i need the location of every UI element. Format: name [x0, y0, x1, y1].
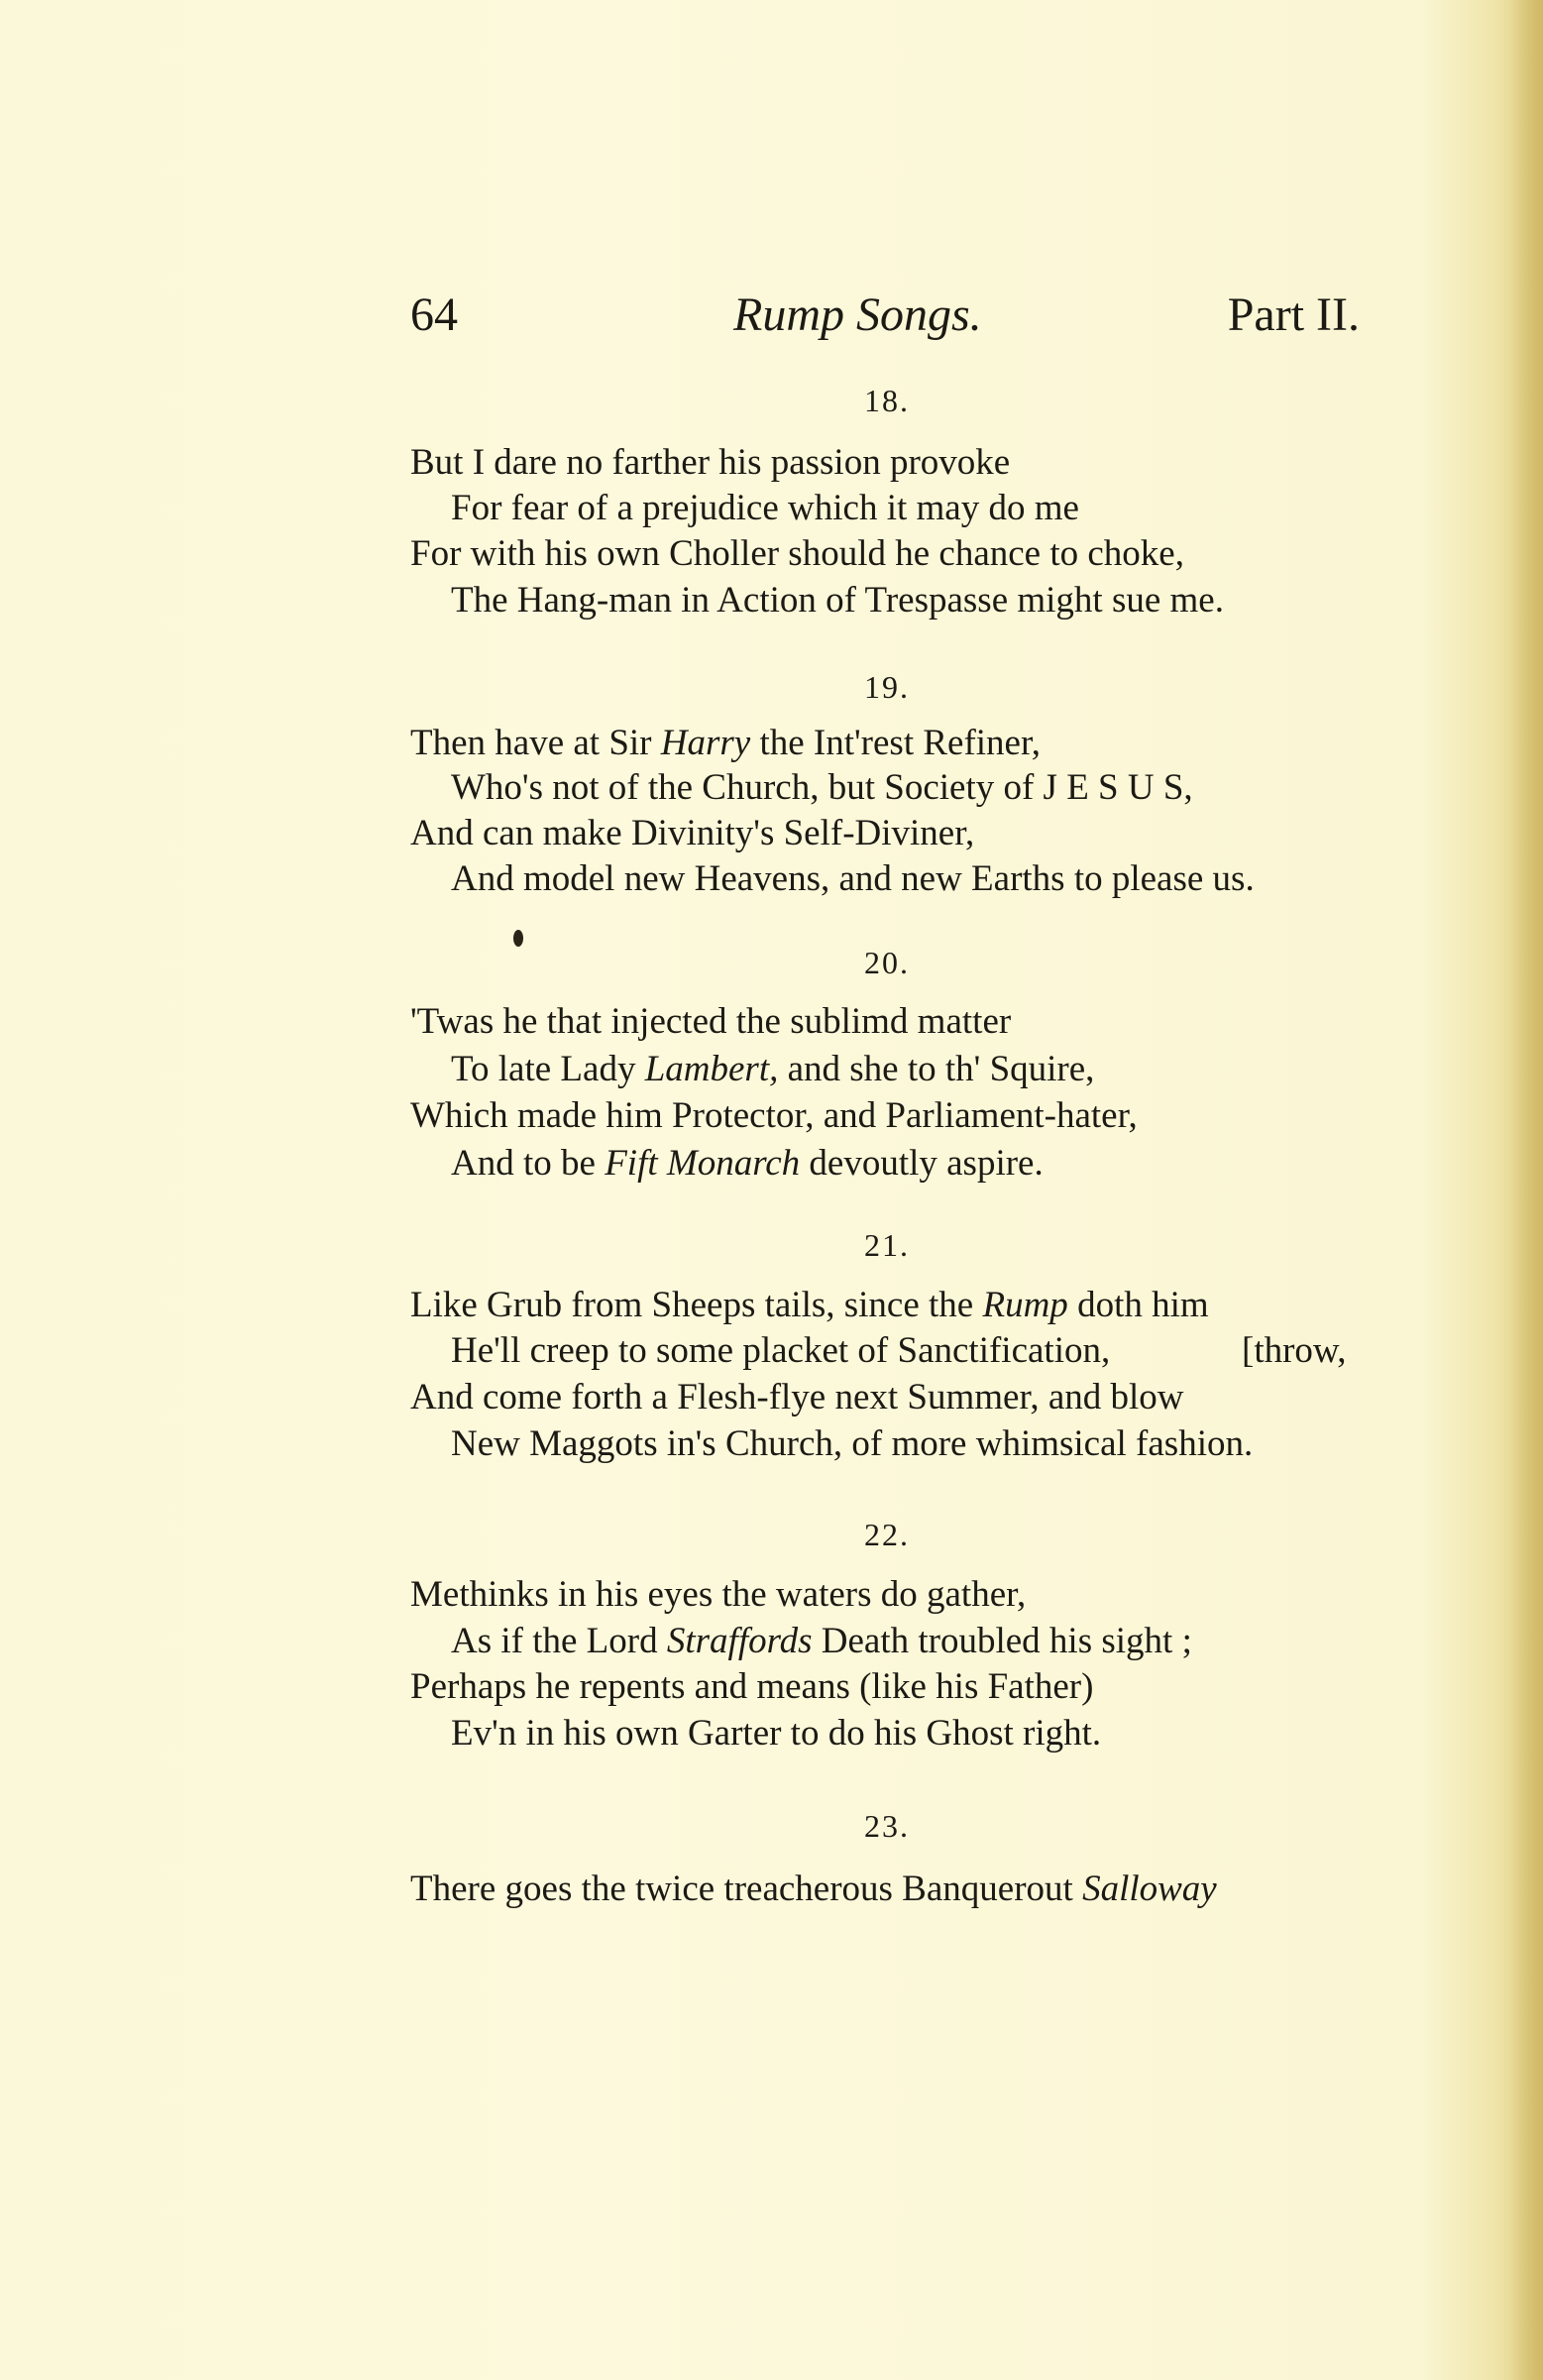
verse-line: Methinks in his eyes the waters do gather, [410, 1574, 1027, 1615]
verse-line: Ev'n in his own Garter to do his Ghost right. [451, 1713, 1102, 1754]
page-number: 64 [410, 288, 458, 341]
verse-line: New Maggots in's Church, of more whimsical fashion. [451, 1423, 1254, 1464]
turnover-word: [throw, [1242, 1330, 1347, 1371]
verse-line: For with his own Choller should he chance to choke, [410, 533, 1184, 574]
verse-line: For fear of a prejudice which it may do me [451, 488, 1079, 528]
verse-line: To late Lady Lambert, and she to th' Squire, [451, 1049, 1095, 1089]
page-edge-shadow [1511, 0, 1543, 2380]
verse-line: But I dare no farther his passion provoke [410, 442, 1011, 483]
verse-line: The Hang-man in Action of Trespasse might sue me. [451, 580, 1224, 621]
verse-line: He'll creep to some placket of Sanctification, [451, 1330, 1111, 1371]
verse-line: And come forth a Flesh-flye next Summer, and blow [410, 1377, 1184, 1417]
stanza-number-18: 18. [864, 383, 910, 418]
running-header [410, 287, 1360, 367]
verse-line: Then have at Sir Harry the Int'rest Refiner, [410, 723, 1042, 763]
part-label: Part II. [1227, 288, 1360, 341]
stanza-number-22: 22. [864, 1517, 910, 1552]
verse-line: As if the Lord Straffords Death troubled his sight ; [451, 1621, 1192, 1661]
stanza-number-20: 20. [864, 945, 910, 980]
verse-line: Who's not of the Church, but Society of J E S U S, [451, 767, 1193, 808]
verse-line: And model new Heavens, and new Earths to please us. [451, 858, 1255, 899]
stanza-number-23: 23. [864, 1808, 910, 1844]
stanza-number-21: 21. [864, 1227, 910, 1263]
running-title: Rump Songs. [733, 288, 982, 341]
verse-line: Which made him Protector, and Parliament-hater, [410, 1095, 1138, 1136]
verse-line: Perhaps he repents and means (like his Father) [410, 1666, 1094, 1707]
verse-line: And can make Divinity's Self-Diviner, [410, 813, 975, 853]
verse-line: There goes the twice treacherous Banquerout Salloway [410, 1869, 1217, 1909]
ink-blot [513, 930, 523, 947]
verse-line: 'Twas he that injected the sublimd matter [410, 1001, 1012, 1042]
stanza-number-19: 19. [864, 669, 910, 705]
verse-line: And to be Fift Monarch devoutly aspire. [451, 1143, 1044, 1184]
verse-line: Like Grub from Sheeps tails, since the Rump doth him [410, 1285, 1209, 1325]
